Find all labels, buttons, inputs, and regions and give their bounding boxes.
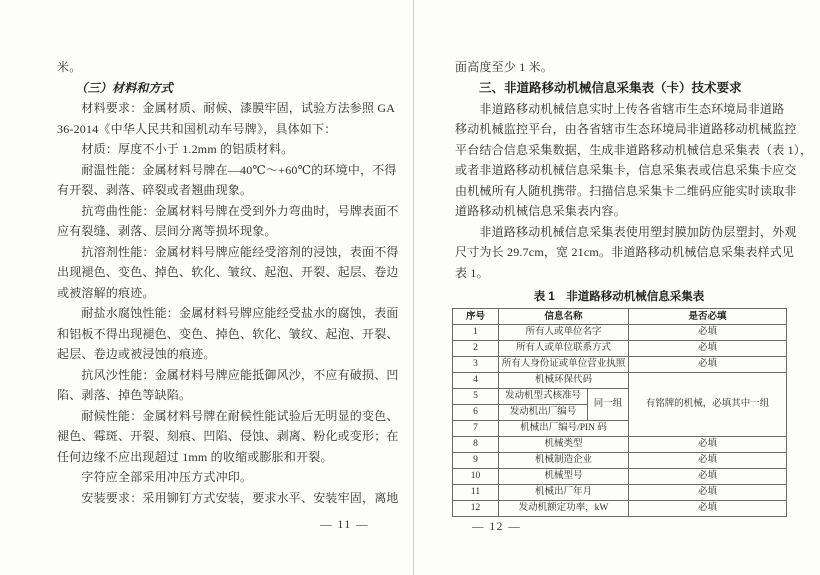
cell-name: 机械型号 [499,469,629,485]
text-line: 有开裂、剥落、碎裂或者翘曲现象。 [57,183,253,197]
cell-no: 6 [453,405,499,421]
cell-required: 必填 [629,341,787,357]
cell-name: 机械出厂编号/PIN 码 [499,421,629,437]
page-11 [57,57,399,508]
page-divider [413,0,414,575]
cell-no: 8 [453,437,499,453]
text-line: 非道路移动机械信息采集表使用塑封膜加防伪层塑封，外观 [455,224,797,239]
table-caption: 表 1 非道路移动机械信息采集表 [533,291,705,303]
text-line: 或被溶解的痕迹。 [57,285,155,300]
cell-no: 7 [453,421,499,437]
cell-required: 必填 [629,357,787,373]
table-row [453,469,787,485]
cell-name: 发动机型式核准号 [499,389,588,405]
page-number-11: — 11 — [320,519,369,531]
text-line: 由机械所有人随机携带。扫描信息采集卡二维码应能实时读取非 [455,183,797,198]
cell-name: 发动机出厂编号 [499,405,588,421]
table-row [453,501,787,517]
cell-no: 3 [453,357,499,373]
table-row [453,373,787,389]
table-row [453,325,787,341]
section-heading: 三、非道路移动机械信息采集表（卡）技术要求 [479,80,742,95]
header-name: 信息名称 [499,309,629,325]
text-line: 陷、剥落、掉色等缺陷。 [57,388,192,402]
text-line: 移动机械监控平台，由各省辖市生态环境局非道路移动机械监控 [455,122,797,136]
header-no: 序号 [453,309,499,325]
table-header-row [453,309,787,325]
cell-no: 12 [453,501,499,517]
cell-name: 所有人或单位联系方式 [499,341,629,357]
cell-name: 机械类型 [499,437,629,453]
text-line: 面高度至少 1 米。 [455,60,554,74]
text-line: 平台结合信息采集数据，生成非道路移动机械信息采集表（表 1）， [455,142,813,157]
cell-no: 9 [453,453,499,469]
text-line: 褪色、霉斑、开裂、刻痕、凹陷、侵蚀、剥离、粉化或变形；在 [57,429,399,443]
cell-group-note: 有铭牌的机械，必填其中一组 [629,373,787,437]
header-required: 是否必填 [629,309,787,325]
text-line: 抗风沙性能：金属材料号牌应能抵御风沙，不应有破损、凹 [57,367,399,382]
cell-no: 5 [453,389,499,405]
cell-name: 机械制造企业 [499,453,629,469]
cell-name: 所有人或单位名字 [499,325,629,341]
text-line: 耐候性能：金属材料号牌在耐候性能试验后无明显的变色、 [57,408,399,423]
text-line: 抗弯曲性能：金属材料号牌在受到外力弯曲时，号牌表面不 [57,203,399,218]
cell-no: 1 [453,325,499,341]
table-row [453,437,787,453]
text-line: 应有裂缝、剥落、层间分离等损坏现象。 [57,224,277,238]
text-line: 耐温性能：金属材料号牌在—40℃～+60℃的环境中，不得 [57,162,397,177]
cell-group-label: 同一组 [588,389,629,421]
text-line: 36-2014《中华人民共和国机动车号牌》，具体如下： [57,121,337,136]
cell-required: 必填 [629,501,787,517]
text-line: 道路移动机械信息采集表内容。 [455,204,626,218]
table-row [453,453,787,469]
table-row [453,485,787,501]
text-line: 安装要求：采用铆钉方式安装，要求水平、安装牢固，离地 [57,490,399,505]
cell-name: 机械出厂年月 [499,485,629,501]
cell-no: 4 [453,373,499,389]
cell-name: 所有人身份证或单位营业执照 [499,357,629,373]
text-line: 材料要求：金属材质、耐候、漆膜牢固，试验方法参照 GA [57,101,396,115]
cell-required: 必填 [629,469,787,485]
cell-required: 必填 [629,485,787,501]
text-line: 字符应全部采用冲压方式冲印。 [57,470,253,484]
cell-required: 必填 [629,325,787,341]
text-line: 耐盐水腐蚀性能：金属材料号牌应能经受盐水的腐蚀，表面 [57,306,399,320]
text-line: 抗溶剂性能：金属材料号牌应能经受溶剂的浸蚀，表面不得 [57,244,399,259]
text-line: 材质：厚度不小于 1.2mm 的铝质材料。 [57,142,294,156]
text-line: 起层、卷边或被浸蚀的痕迹。 [57,347,216,361]
cell-no: 2 [453,341,499,357]
text-line: 出现褪色、变色、掉色、软化、皱纹、起泡、开裂、起层、卷边 [57,265,399,279]
cell-no: 11 [453,485,499,501]
cell-name: 发动机额定功率，kW [499,501,629,517]
text-line: 米。 [57,60,82,74]
text-line: 或者非道路移动机械信息采集卡，信息采集表或信息采集卡应交 [455,163,797,177]
cell-no: 10 [453,469,499,485]
text-line: 非道路移动机械信息实时上传各省辖市生态环境局非道路 [455,101,785,116]
info-collection-table [452,308,787,517]
cell-required: 必填 [629,453,787,469]
cell-required: 必填 [629,437,787,453]
text-line: 尺寸为长 29.7cm，宽 21cm。非道路移动机械信息采集表样式见 [455,245,795,259]
section-subheading: （三）材料和方式 [57,80,174,95]
text-line: 表 1。 [455,265,489,280]
table-row [453,341,787,357]
text-line: 和铝板不得出现褪色、变色、掉色、软化、皱纹、起泡、开裂、 [57,326,399,341]
page-number-12: — 12 — [472,521,522,533]
page-12 [455,57,813,517]
text-line: 任何边缘不应出现超过 1mm 的收缩或膨胀和开裂。 [57,449,333,464]
cell-name: 机械环保代码 [499,373,629,389]
table-row [453,357,787,373]
